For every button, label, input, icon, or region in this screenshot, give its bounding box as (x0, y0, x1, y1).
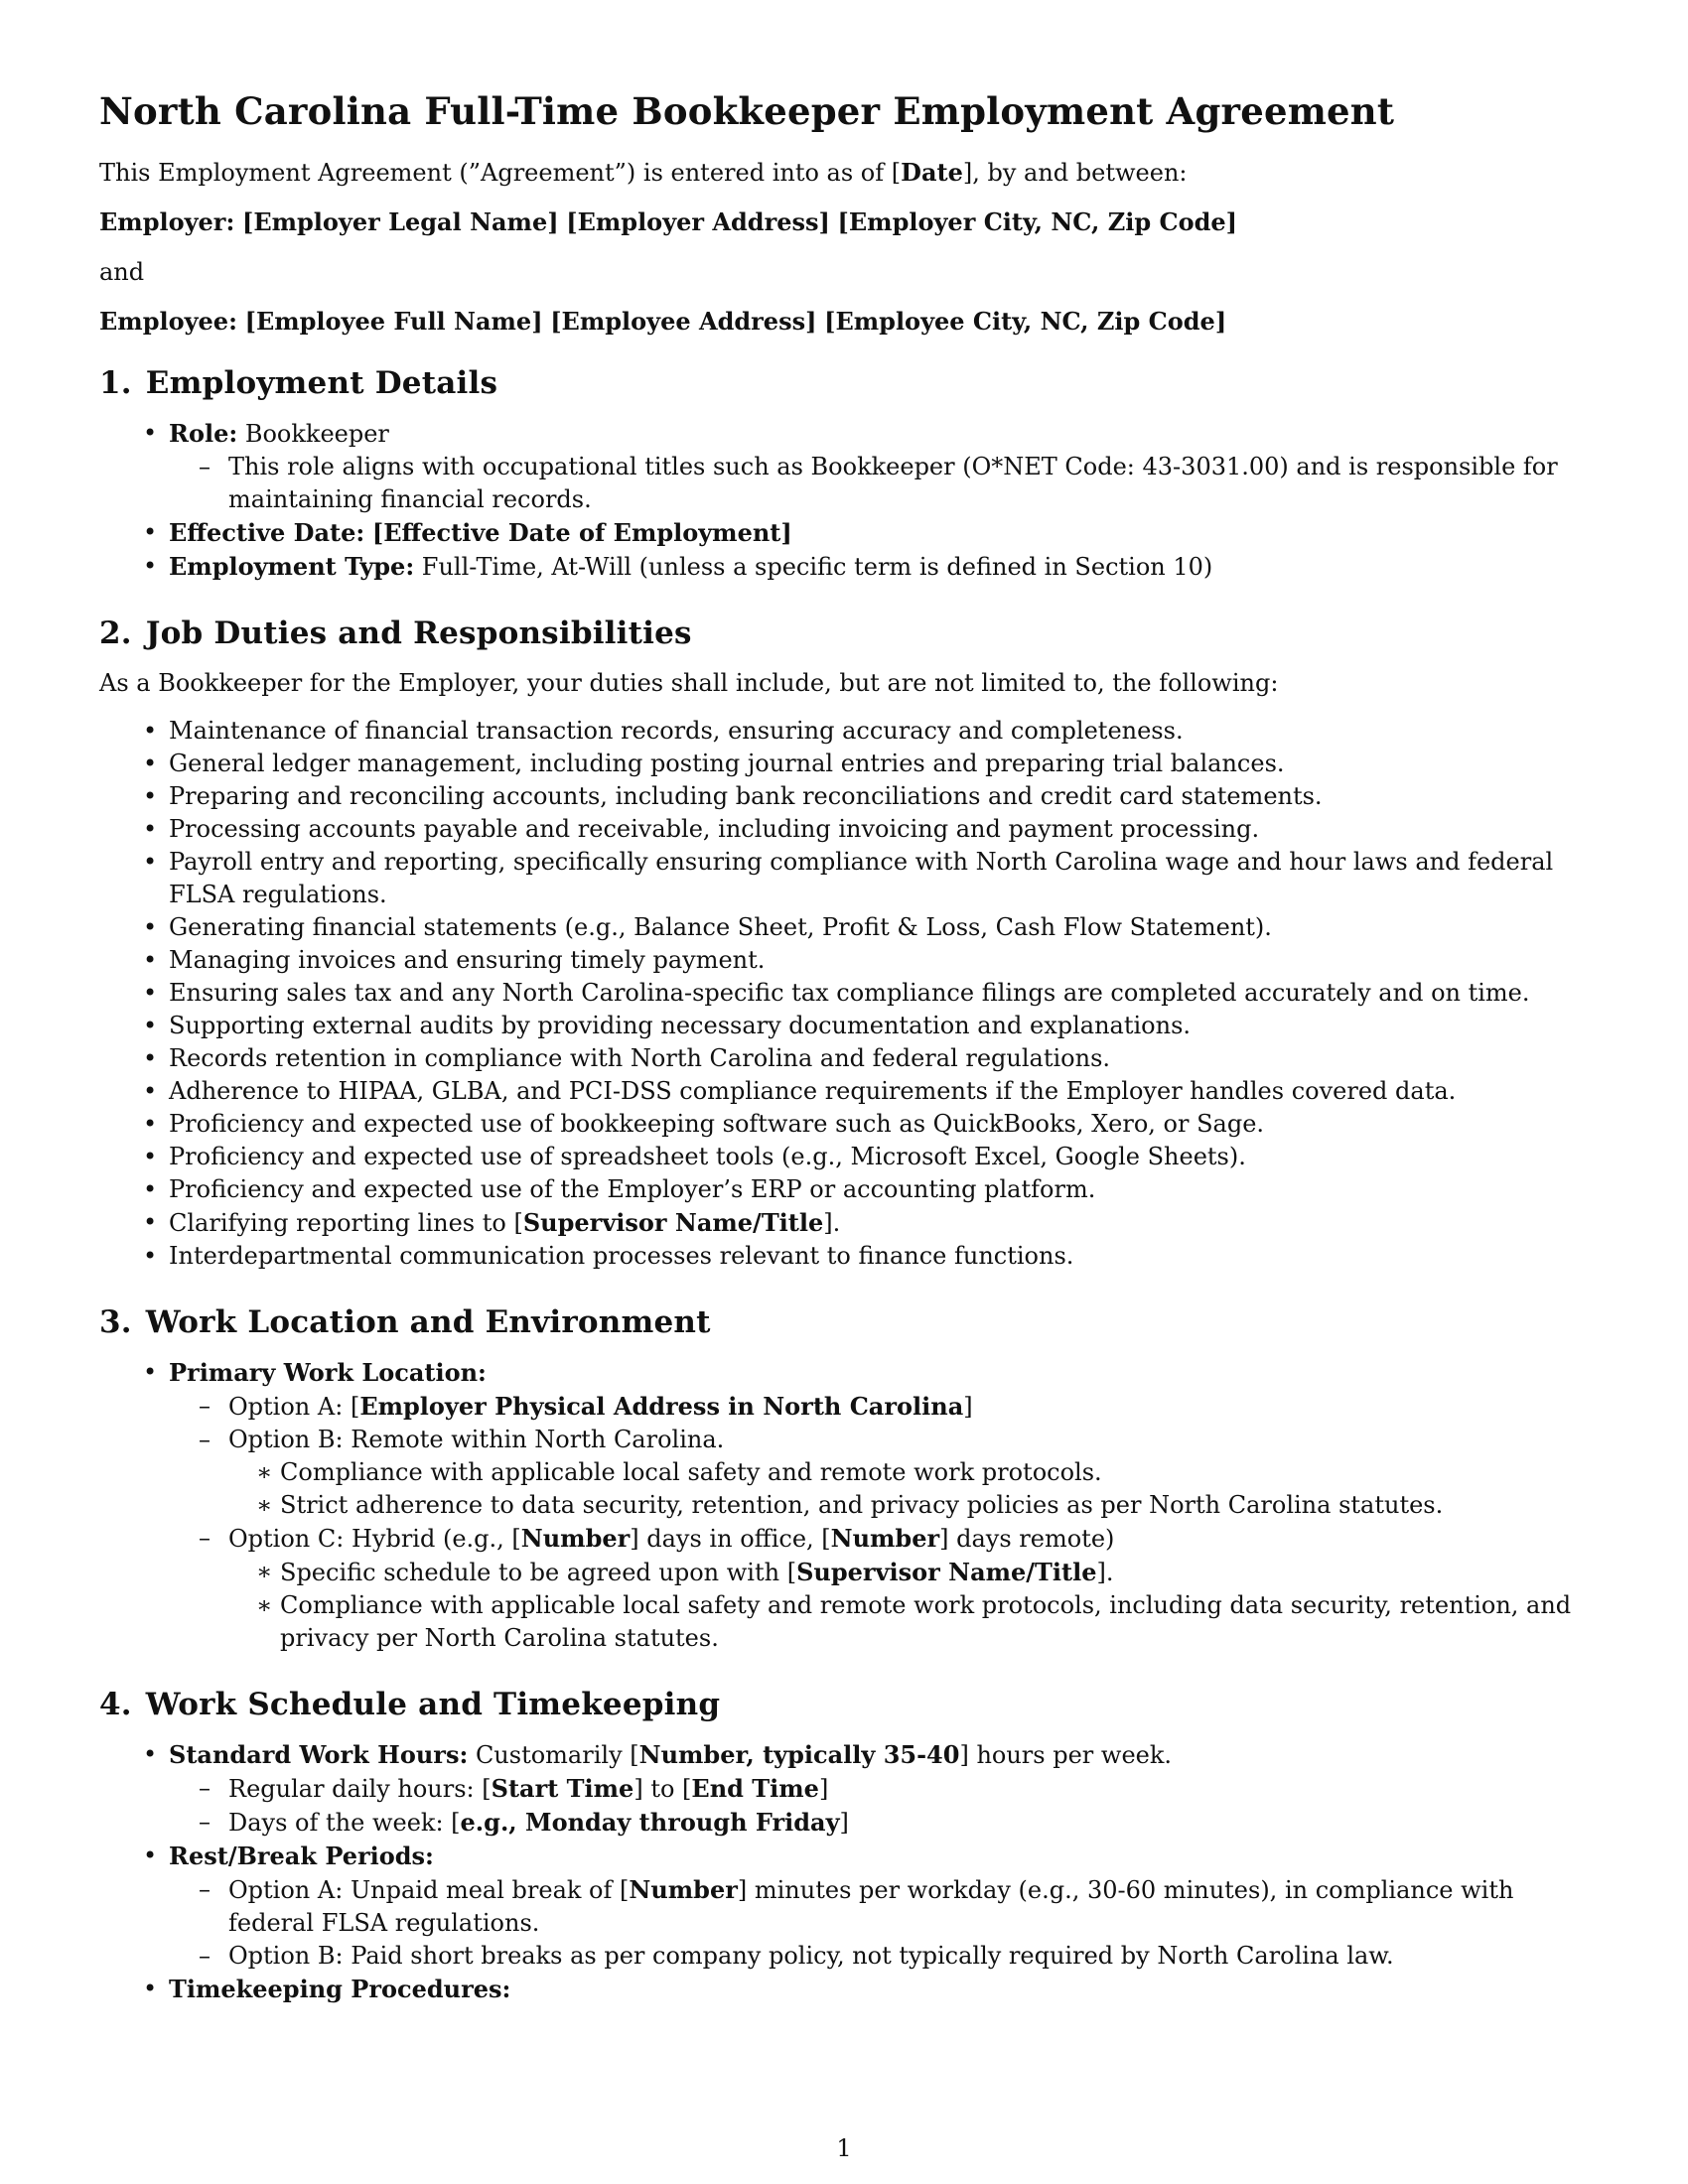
and-text: and (99, 258, 145, 286)
employer-address-placeholder: Employer Address (577, 207, 819, 236)
employee-name-placeholder: Employee Full Name (255, 307, 532, 336)
employee-address-placeholder: Employee Address (561, 307, 806, 336)
employment-details-list (99, 417, 1589, 584)
list-item: – Option A: [Employer Physical Address in North Carolina] (169, 1390, 1589, 1424)
document-page (99, 87, 1589, 2006)
list-item: • Proficiency and expected use of the Employer’s ERP or accounting platform. (99, 1173, 1589, 1206)
list-item: • Records retention in compliance with North Carolina and federal regulations. (99, 1042, 1589, 1075)
employer-city-placeholder: Employer City, NC, Zip Code (848, 207, 1226, 236)
work-location-list (99, 1356, 1589, 1655)
list-item: • Ensuring sales tax and any North Carolina-specific tax compliance filings are completed accurately and on time. (99, 977, 1589, 1010)
work-schedule-list (99, 1738, 1589, 2006)
list-item: • Processing accounts payable and receivable, including invoicing and payment processing. (99, 813, 1589, 846)
section-heading-2: 2. Job Duties and Responsibilities (99, 615, 692, 651)
list-item: ∗ Specific schedule to be agreed upon with [Supervisor Name/Title]. (228, 1556, 1589, 1589)
date-placeholder: Date (901, 158, 963, 187)
intro-text: This Employment Agreement (”Agreement”) is entered into as of [ (99, 159, 902, 187)
duties-intro: As a Bookkeeper for the Employer, your duties shall include, but are not limited to, the following: (99, 669, 1279, 697)
list-item: • General ledger management, including posting journal entries and preparing trial balances. (99, 748, 1589, 780)
list-item: • Adherence to HIPAA, GLBA, and PCI-DSS compliance requirements if the Employer handles covered data. (99, 1075, 1589, 1108)
list-item: – Regular daily hours: [Start Time] to [End Time] (169, 1772, 1589, 1806)
list-item: • Clarifying reporting lines to [Supervisor Name/Title]. (99, 1206, 1589, 1240)
list-item: – Option B: Remote within North Carolina. ∗ Compliance with applicable local safety and remote work protocols. ∗ Strict adherence to data security, retention, and privacy policies as per North Carolina statutes. (169, 1424, 1589, 1522)
list-item: ∗ Strict adherence to data security, retention, and privacy policies as per North Carolina statutes. (228, 1489, 1589, 1522)
list-item: – Days of the week: [e.g., Monday through Friday] (169, 1806, 1589, 1840)
section-heading-1: 1. Employment Details (99, 365, 498, 401)
employee-label: Employee: (99, 307, 237, 336)
document-title: North Carolina Full-Time Bookkeeper Employment Agreement (99, 89, 1395, 133)
page-number: 1 (836, 2134, 852, 2162)
employer-label: Employer: (99, 207, 235, 236)
employee-line: Employee: [Employee Full Name] [Employee Address] [Employee City, NC, Zip Code] (99, 307, 1227, 336)
list-item: – This role aligns with occupational titles such as Bookkeeper (O*NET Code: 43-3031.00) and is responsible for maintaining financial records. (169, 451, 1589, 516)
section-heading-3: 3. Work Location and Environment (99, 1304, 711, 1340)
list-item: • Managing invoices and ensuring timely payment. (99, 944, 1589, 977)
intro-text-end: ], by and between: (962, 159, 1188, 187)
list-item: – Option B: Paid short breaks as per company policy, not typically required by North Carolina law. (169, 1940, 1589, 1973)
employer-name-placeholder: Employer Legal Name (253, 207, 548, 236)
list-item: • Effective Date: [Effective Date of Employment] (99, 516, 1589, 550)
list-item: • Maintenance of financial transaction records, ensuring accuracy and completeness. (99, 715, 1589, 748)
list-item: • Preparing and reconciling accounts, including bank reconciliations and credit card statements. (99, 780, 1589, 813)
list-item: • Proficiency and expected use of bookkeeping software such as QuickBooks, Xero, or Sage. (99, 1108, 1589, 1141)
list-item: ∗ Compliance with applicable local safety and remote work protocols. (228, 1456, 1589, 1489)
list-item: • Supporting external audits by providing necessary documentation and explanations. (99, 1010, 1589, 1042)
employer-line: Employer: [Employer Legal Name] [Employer Address] [Employer City, NC, Zip Code] (99, 207, 1237, 236)
section-heading-4: 4. Work Schedule and Timekeeping (99, 1687, 721, 1722)
list-item: • Employment Type: Full-Time, At-Will (unless a specific term is defined in Section 10) (99, 550, 1589, 584)
intro-paragraph (99, 157, 1589, 189)
list-item: • Primary Work Location: – Option A: [Employer Physical Address in North Carolina] – Option B: Remote within North Carolina. ∗ Compliance with applicable local safety and remote work protocols. ∗ Strict adherence to data security, retention, and privacy policies as per North Carolina statutes. – Option C: Hybrid (e.g., [Number] days in office, [Number] days remote) ∗ Specific schedule to be agreed upon with [Supervisor Name/Title]. ∗ Compliance with applicable local safety and remote work protocols, including data security, retention, and privacy per North Carolina statutes. (99, 1356, 1589, 1655)
list-item: • Interdepartmental communication processes relevant to finance functions. (99, 1240, 1589, 1273)
list-item: ∗ Compliance with applicable local safety and remote work protocols, including data security, retention, and privacy per North Carolina statutes. (228, 1589, 1589, 1655)
duties-list (99, 715, 1589, 1273)
list-item: • Payroll entry and reporting, specifically ensuring compliance with North Carolina wage and hour laws and federal FLSA regulations. (99, 846, 1589, 911)
list-item: • Proficiency and expected use of spreadsheet tools (e.g., Microsoft Excel, Google Sheets). (99, 1141, 1589, 1173)
list-item: • Rest/Break Periods: – Option A: Unpaid meal break of [Number] minutes per workday (e.g., 30-60 minutes), in compliance with federal FLSA regulations. – Option B: Paid short breaks as per company policy, not typically required by North Carolina law. (99, 1840, 1589, 1973)
list-item: • Standard Work Hours: Customarily [Number, typically 35-40] hours per week. – Regular daily hours: [Start Time] to [End Time] – Days of the week: [e.g., Monday through Friday] (99, 1738, 1589, 1840)
list-item: – Option A: Unpaid meal break of [Number] minutes per workday (e.g., 30-60 minutes), in compliance with federal FLSA regulations. (169, 1873, 1589, 1940)
list-item: • Timekeeping Procedures: (99, 1973, 1589, 2006)
employee-city-placeholder: Employee City, NC, Zip Code (835, 307, 1215, 336)
list-item: – Option C: Hybrid (e.g., [Number] days in office, [Number] days remote) ∗ Specific schedule to be agreed upon with [Supervisor Name/Title]. ∗ Compliance with applicable local safety and remote work protocols, including data security, retention, and privacy per North Carolina statutes. (169, 1522, 1589, 1655)
list-item: • Role: Bookkeeper – This role aligns with occupational titles such as Bookkeeper (O*NET Code: 43-3031.00) and is responsible for maintaining financial records. (99, 417, 1589, 516)
list-item: • Generating financial statements (e.g., Balance Sheet, Profit & Loss, Cash Flow Statement). (99, 911, 1589, 944)
